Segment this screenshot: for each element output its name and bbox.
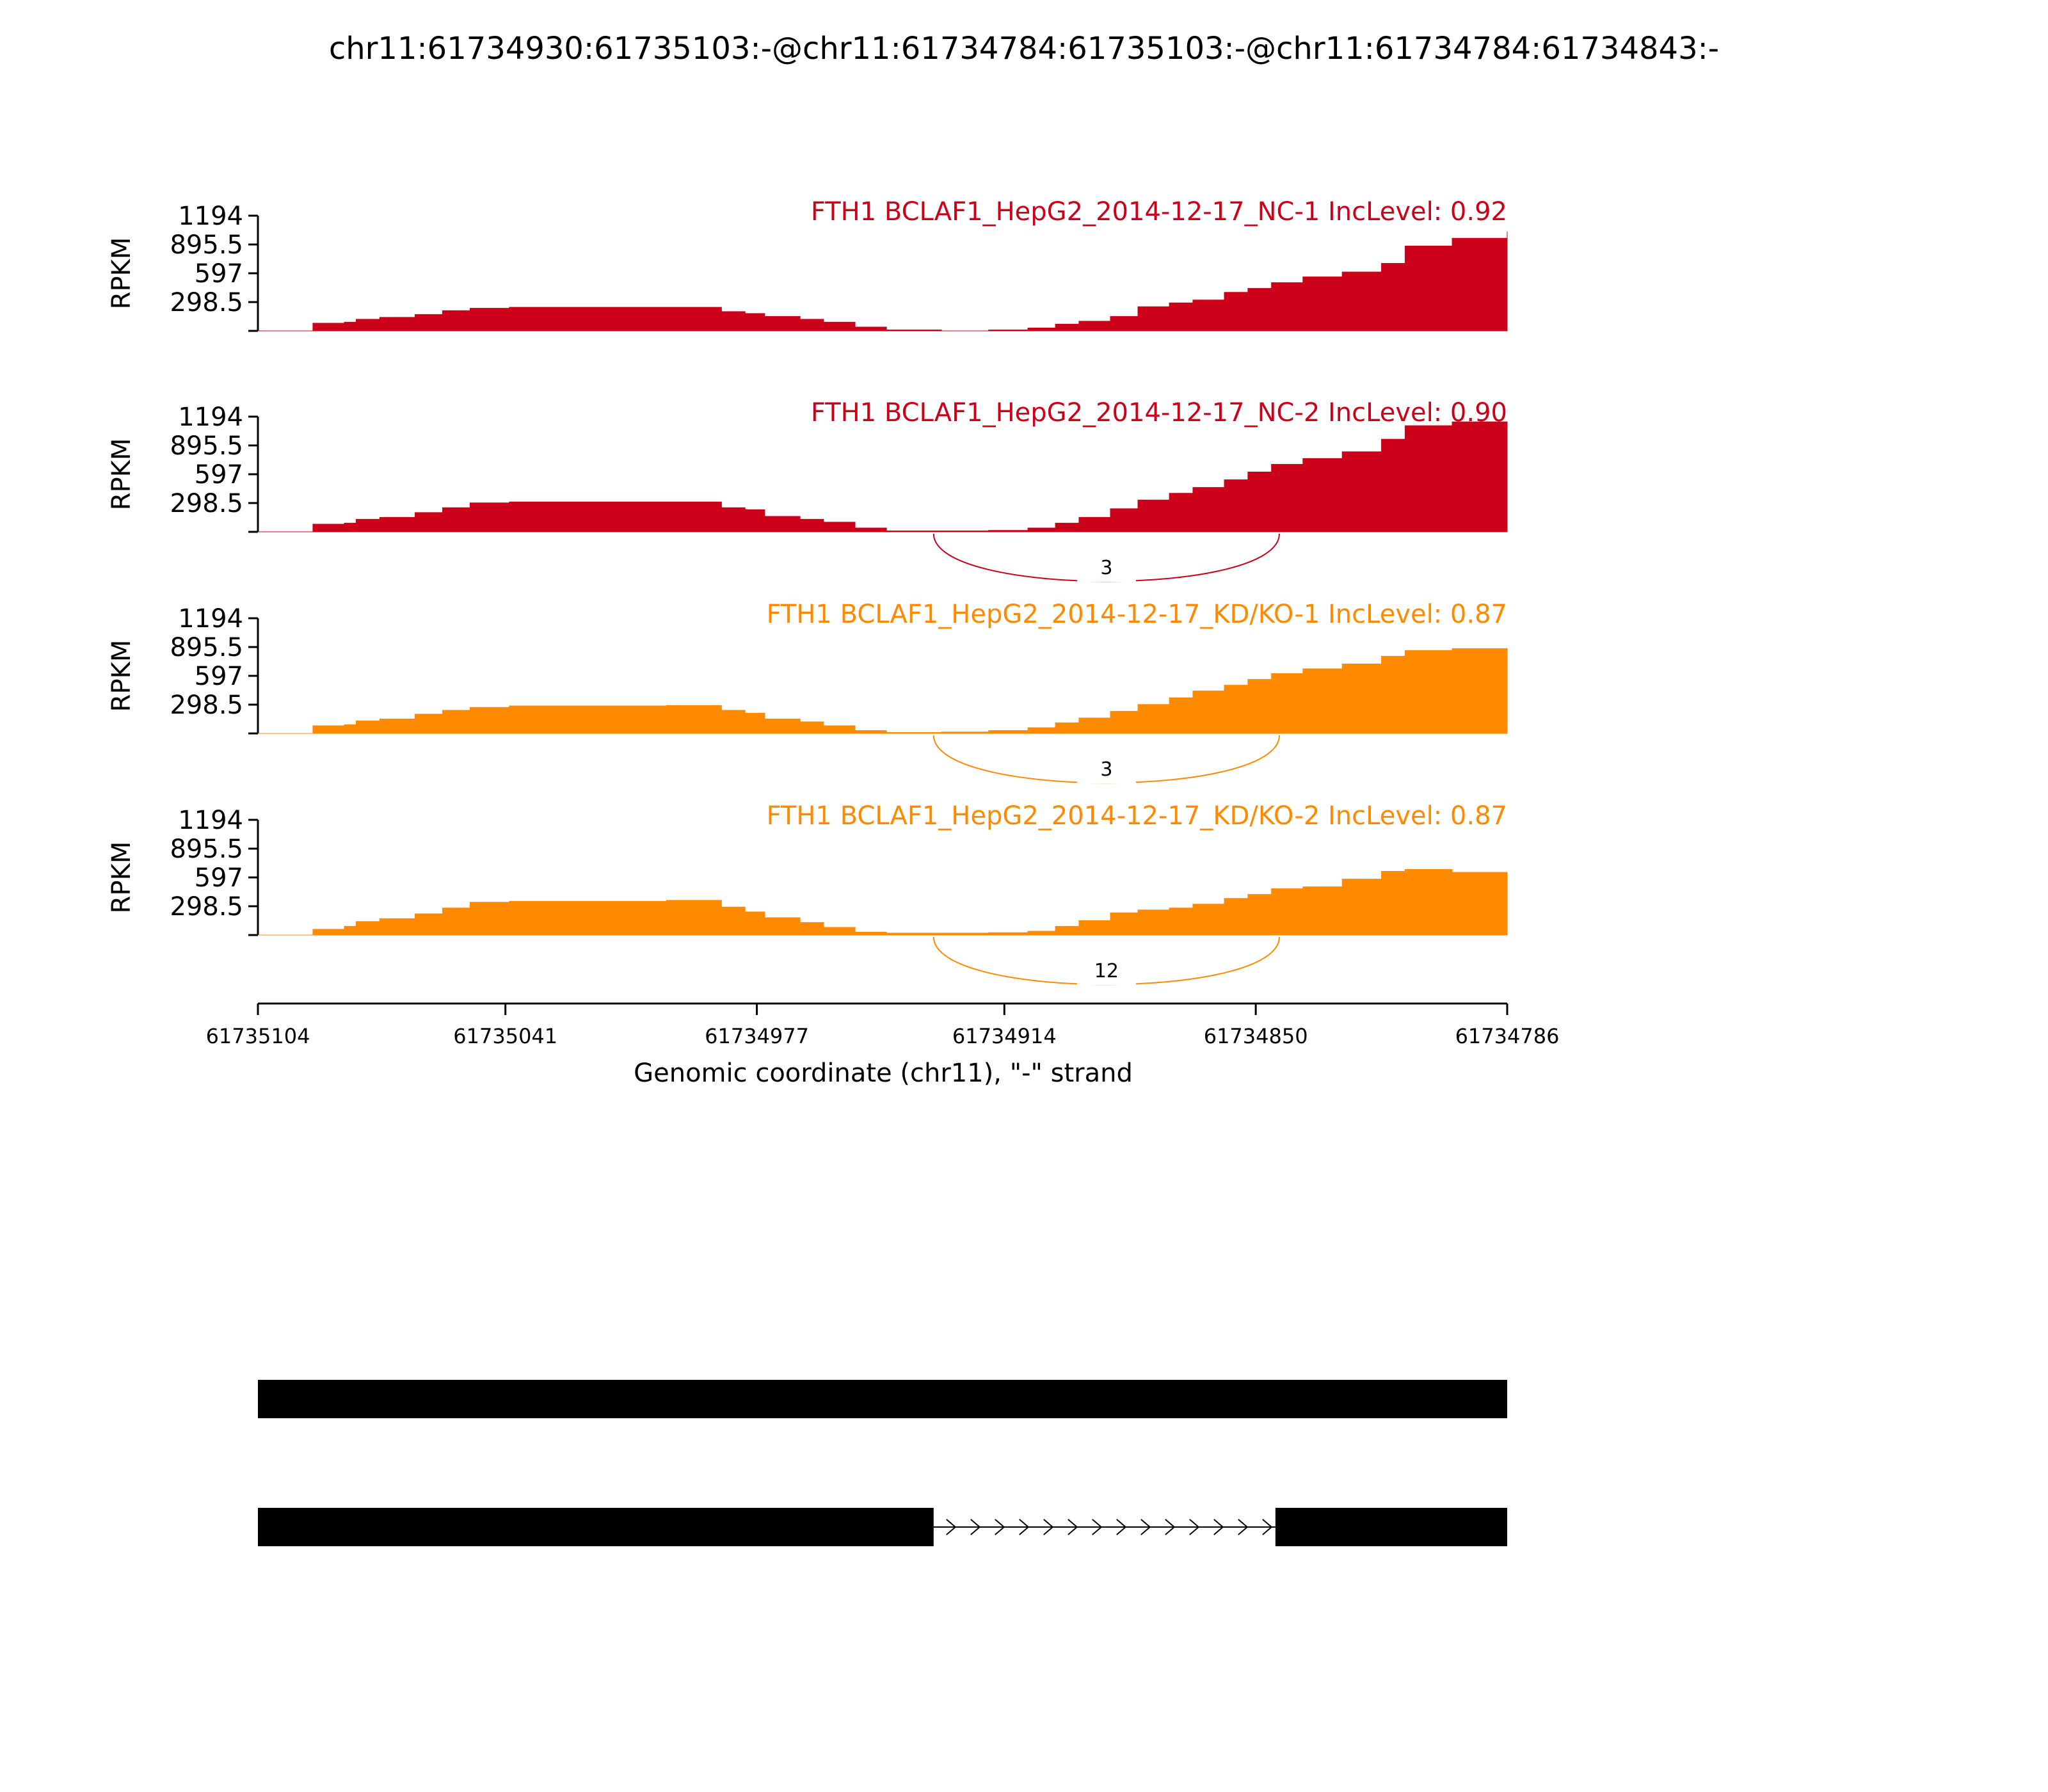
y-tick-label: 597 [194, 460, 243, 490]
y-tick-label: 597 [194, 863, 243, 893]
coverage-area [258, 648, 1507, 733]
x-tick-label: 61735041 [453, 1024, 558, 1048]
y-tick-label: 895.5 [170, 230, 243, 260]
y-tick-label: 597 [194, 662, 243, 691]
gene-model [258, 1380, 1507, 1546]
x-tick-label: 61734850 [1203, 1024, 1308, 1048]
y-axis-label: RPKM [107, 438, 136, 511]
x-axis [206, 1004, 1560, 1048]
y-tick-label: 597 [194, 259, 243, 289]
panel-label: FTH1 BCLAF1_HepG2_2014-12-17_NC-2 IncLevel: 0.90 [810, 398, 1507, 428]
y-tick-label: 298.5 [170, 892, 243, 922]
y-tick-label: 895.5 [170, 633, 243, 662]
coverage-panel [107, 600, 1507, 783]
coverage-panel [107, 398, 1507, 582]
y-tick-label: 1194 [178, 604, 243, 634]
exon-block [258, 1380, 1507, 1418]
x-tick-label: 61734977 [705, 1024, 810, 1048]
y-tick-label: 298.5 [170, 489, 243, 518]
y-tick-label: 1194 [178, 806, 243, 835]
y-tick-label: 895.5 [170, 835, 243, 864]
x-tick-label: 61734786 [1455, 1024, 1560, 1048]
y-axis-label: RPKM [107, 237, 136, 310]
y-tick-label: 1194 [178, 202, 243, 231]
panel-label: FTH1 BCLAF1_HepG2_2014-12-17_KD/KO-2 IncLevel: 0.87 [766, 801, 1507, 831]
y-tick-label: 1194 [178, 403, 243, 432]
isoform-track [258, 1380, 1507, 1418]
plot-title: chr11:61734930:61735103:-@chr11:61734784:61735103:-@chr11:61734784:61734843:- [328, 31, 1720, 67]
panel-label: FTH1 BCLAF1_HepG2_2014-12-17_NC-1 IncLevel: 0.92 [810, 197, 1507, 227]
isoform-track [258, 1508, 1507, 1546]
y-axis-label: RPKM [107, 639, 136, 712]
x-tick-label: 61735104 [205, 1024, 310, 1048]
coverage-area [258, 869, 1507, 935]
y-tick-label: 895.5 [170, 431, 243, 461]
y-tick-label: 298.5 [170, 691, 243, 720]
coverage-panel [107, 801, 1507, 985]
y-tick-label: 298.5 [170, 288, 243, 317]
exon-block [1276, 1508, 1507, 1546]
junction-count: 12 [1094, 960, 1119, 982]
exon-block [258, 1508, 934, 1546]
coverage-area [258, 232, 1507, 331]
coverage-panel [107, 197, 1507, 331]
junction-count: 3 [1100, 758, 1113, 781]
x-axis-label: Genomic coordinate (chr11), "-" strand [634, 1059, 1133, 1088]
panel-label: FTH1 BCLAF1_HepG2_2014-12-17_KD/KO-1 IncLevel: 0.87 [766, 600, 1507, 629]
x-tick-label: 61734914 [952, 1024, 1057, 1048]
y-axis-label: RPKM [107, 841, 136, 914]
coverage-panels [107, 197, 1507, 985]
junction-count: 3 [1100, 557, 1113, 579]
coverage-area [258, 422, 1507, 532]
